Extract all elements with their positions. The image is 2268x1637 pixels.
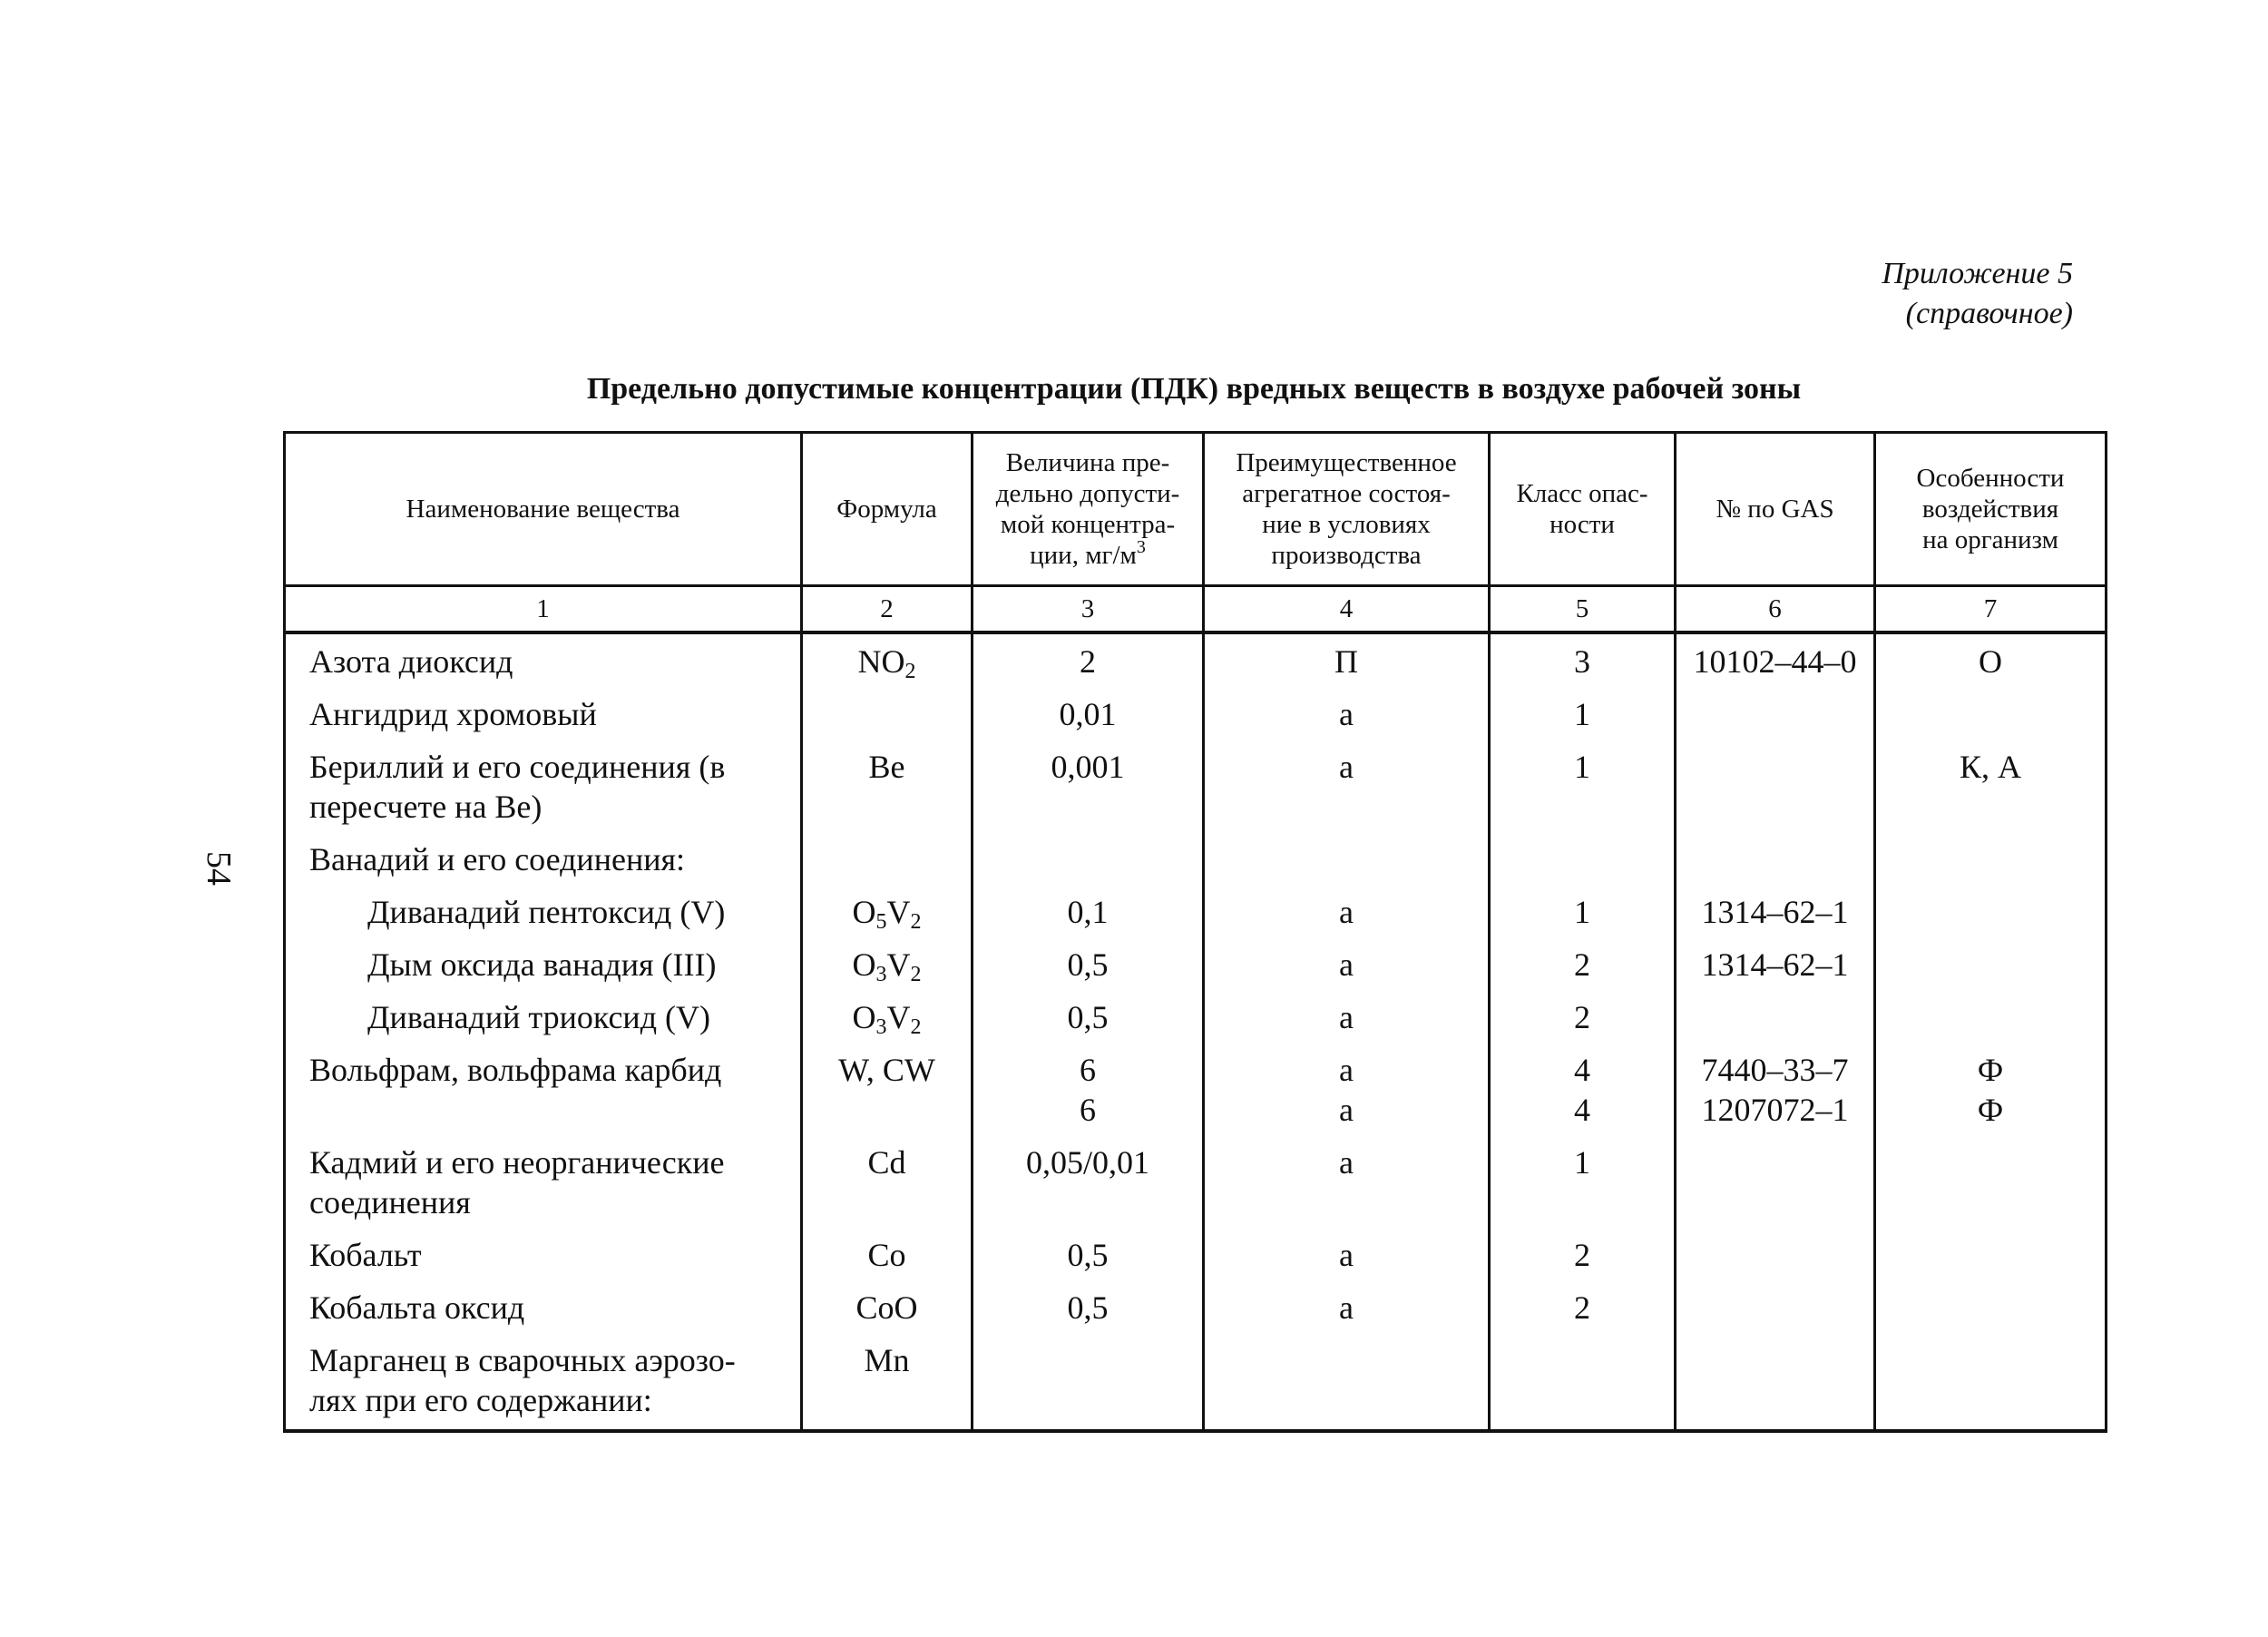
- effect: [1875, 832, 2107, 885]
- formula-subscript: 2: [910, 1015, 922, 1039]
- pdk-value: 0,5: [973, 937, 1204, 990]
- table-row: [285, 832, 2107, 885]
- aggregate-state: а: [1204, 1280, 1490, 1333]
- substance-name: Дым оксида ванадия (III): [285, 937, 802, 990]
- column-number: 5: [1490, 586, 1676, 633]
- table-row: [285, 1135, 2107, 1228]
- formula-text: O: [852, 999, 876, 1035]
- aggregate-state: а: [1204, 990, 1490, 1043]
- column-number: 2: [802, 586, 973, 633]
- aggregate-state: а: [1204, 1135, 1490, 1228]
- column-number: 3: [973, 586, 1204, 633]
- formula-subscript: 2: [904, 660, 916, 683]
- table-row: [285, 1043, 2107, 1135]
- pdk-value: [973, 1333, 1204, 1431]
- formula: [802, 990, 973, 1043]
- pdk-value: 0,01: [973, 687, 1204, 740]
- header-pdk-text: Величина пре- дельно допусти- мой концентра- ции, мг/м: [995, 448, 1180, 570]
- table-row: [285, 937, 2107, 990]
- effect: [1875, 1333, 2107, 1431]
- header-state: Преимущественное агрегатное состоя- ние в условиях производства: [1204, 433, 1490, 586]
- formula-subscript: 3: [875, 1015, 887, 1039]
- substance-name: Азота диоксид: [285, 632, 802, 687]
- formula: [802, 885, 973, 937]
- column-number: 6: [1676, 586, 1875, 633]
- aggregate-state: [1204, 1333, 1490, 1431]
- formula: [802, 687, 973, 740]
- hazard-class: [1490, 832, 1676, 885]
- formula-subscript: 3: [875, 963, 887, 986]
- table-row: [285, 885, 2107, 937]
- pdk-value: 6 6: [973, 1043, 1204, 1135]
- header-cas: № по GAS: [1676, 433, 1875, 586]
- formula-text: V: [886, 894, 911, 930]
- aggregate-state: а: [1204, 1228, 1490, 1280]
- formula: [802, 832, 973, 885]
- formula: [802, 937, 973, 990]
- formula-text: O: [852, 946, 876, 983]
- hazard-class: 2: [1490, 990, 1676, 1043]
- header-row: [285, 433, 2107, 586]
- formula: Mn: [802, 1333, 973, 1431]
- hazard-class: 3: [1490, 632, 1676, 687]
- aggregate-state: [1204, 832, 1490, 885]
- cas-number: [1676, 1280, 1875, 1333]
- header-pdk: [973, 433, 1204, 586]
- table-row: [285, 1333, 2107, 1431]
- hazard-class: 1: [1490, 687, 1676, 740]
- header-class: Класс опас- ности: [1490, 433, 1676, 586]
- formula-subscript: 5: [875, 910, 887, 934]
- appendix-label: [1882, 254, 2073, 334]
- column-number: 1: [285, 586, 802, 633]
- header-pdk-unit-exponent: 3: [1136, 537, 1146, 557]
- effect: [1875, 1280, 2107, 1333]
- aggregate-state: а: [1204, 937, 1490, 990]
- header-name: Наименование вещества: [285, 433, 802, 586]
- formula: W, CW: [802, 1043, 973, 1135]
- aggregate-state: П: [1204, 632, 1490, 687]
- substance-name: Ангидрид хромовый: [285, 687, 802, 740]
- substance-name: Кадмий и его неорганические соединения: [285, 1135, 802, 1228]
- substance-name: Бериллий и его соединения (в пересчете на Be): [285, 740, 802, 832]
- table-title: Предельно допустимые концентрации (ПДК) вредных веществ в воздухе рабочей зоны: [586, 372, 1802, 406]
- cas-number: 7440–33–7 1207072–1: [1676, 1043, 1875, 1135]
- table-row: [285, 1228, 2107, 1280]
- effect: К, А: [1875, 740, 2107, 832]
- cas-number: 1314–62–1: [1676, 885, 1875, 937]
- table-row: [285, 740, 2107, 832]
- hazard-class: 2: [1490, 1228, 1676, 1280]
- hazard-class: 4 4: [1490, 1043, 1676, 1135]
- pdk-value: 0,001: [973, 740, 1204, 832]
- table-row: [285, 687, 2107, 740]
- formula: Cd: [802, 1135, 973, 1228]
- cas-number: [1676, 1135, 1875, 1228]
- hazard-class: [1490, 1333, 1676, 1431]
- appendix-number: Приложение 5: [1882, 257, 2073, 290]
- cas-number: [1676, 687, 1875, 740]
- aggregate-state: а: [1204, 885, 1490, 937]
- formula-subscript: 2: [910, 963, 922, 986]
- hazard-class: 1: [1490, 740, 1676, 832]
- pdk-value: 0,5: [973, 990, 1204, 1043]
- effect: [1875, 990, 2107, 1043]
- pdk-value: 0,5: [973, 1280, 1204, 1333]
- hazard-class: 2: [1490, 1280, 1676, 1333]
- page-number: 54: [200, 851, 238, 886]
- substance-name: Кобальт: [285, 1228, 802, 1280]
- substance-name: Марганец в сварочных аэрозо- лях при его содержании:: [285, 1333, 802, 1431]
- effect: О: [1875, 632, 2107, 687]
- cas-number: [1676, 832, 1875, 885]
- table-row: [285, 990, 2107, 1043]
- pdk-value: 0,05/0,01: [973, 1135, 1204, 1228]
- cas-number: [1676, 740, 1875, 832]
- effect: [1875, 1228, 2107, 1280]
- formula: CoO: [802, 1280, 973, 1333]
- substance-name: Вольфрам, вольфрама карбид: [285, 1043, 802, 1135]
- aggregate-state: а а: [1204, 1043, 1490, 1135]
- cas-number: 10102–44–0: [1676, 632, 1875, 687]
- effect: [1875, 885, 2107, 937]
- header-effect: Особенности воздействия на организм: [1875, 433, 2107, 586]
- formula-text: NO: [857, 643, 905, 680]
- hazard-class: 1: [1490, 885, 1676, 937]
- column-number: 4: [1204, 586, 1490, 633]
- effect: Ф Ф: [1875, 1043, 2107, 1135]
- cas-number: 1314–62–1: [1676, 937, 1875, 990]
- hazard-class: 2: [1490, 937, 1676, 990]
- formula: [802, 632, 973, 687]
- formula-text: V: [886, 999, 911, 1035]
- table-row: [285, 632, 2107, 687]
- aggregate-state: а: [1204, 740, 1490, 832]
- header-formula: Формула: [802, 433, 973, 586]
- table-row: [285, 1280, 2107, 1333]
- effect: [1875, 937, 2107, 990]
- cas-number: [1676, 990, 1875, 1043]
- cas-number: [1676, 1228, 1875, 1280]
- pdk-value: 0,5: [973, 1228, 1204, 1280]
- column-number: 7: [1875, 586, 2107, 633]
- column-number-row: [285, 586, 2107, 633]
- effect: [1875, 1135, 2107, 1228]
- cas-number: [1676, 1333, 1875, 1431]
- hazard-class: 1: [1490, 1135, 1676, 1228]
- pdk-value: 0,1: [973, 885, 1204, 937]
- aggregate-state: а: [1204, 687, 1490, 740]
- substance-name: Диванадий триоксид (V): [285, 990, 802, 1043]
- pdk-value: 2: [973, 632, 1204, 687]
- effect: [1875, 687, 2107, 740]
- formula-subscript: 2: [910, 910, 922, 934]
- pdk-value: [973, 832, 1204, 885]
- formula-text: V: [886, 946, 911, 983]
- pdk-table: [283, 431, 2107, 1433]
- formula: Co: [802, 1228, 973, 1280]
- substance-group-name: Ванадий и его соединения:: [285, 832, 802, 885]
- appendix-type: (справочное): [1905, 297, 2073, 330]
- formula: Be: [802, 740, 973, 832]
- substance-name: Диванадий пентоксид (V): [285, 885, 802, 937]
- formula-text: O: [852, 894, 876, 930]
- substance-name: Кобальта оксид: [285, 1280, 802, 1333]
